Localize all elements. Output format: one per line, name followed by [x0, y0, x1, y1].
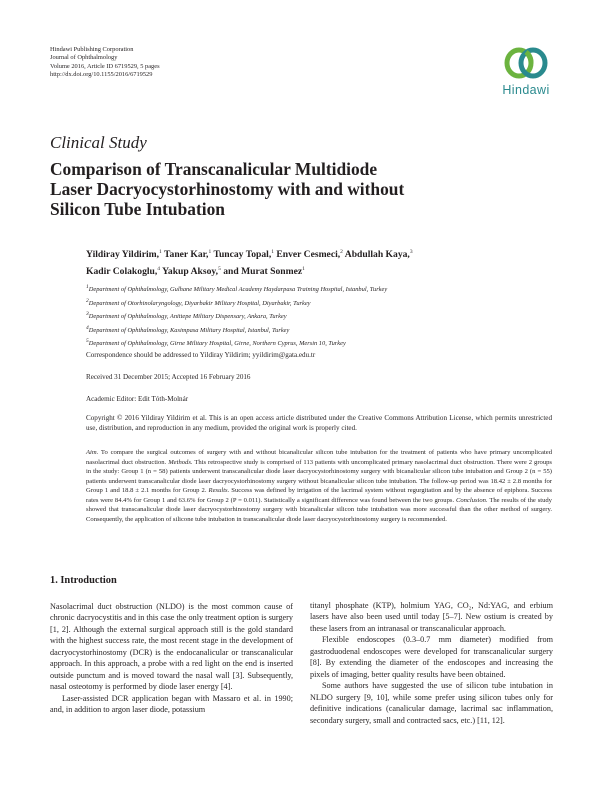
paragraph: Flexible endoscopes (0.3–0.7 mm diameter) modified from gastroduodenal endoscopes were developed for transcanalicular surgery [8]. By extending the diameter of the endoscopes and increasing the pixels of imaging, better quality results have been obtained.	[310, 635, 553, 679]
author: Kadir Colakoglu,$^4$	[86, 266, 161, 278]
abstract-text: This retrospective study is comprised of 113 patients with uncomplicated primary nasolacrimal duct obstruction. There were 2 groups in the study: Group 1 (n = 58) patients underwent transcanalicular diode laser dacryocystorhinostomy surgery with bicanalicular silicon tube intubation and Group 2 (n = 55) patients underwent transcanalicular diode laser dacryocystorhinostomy surgery without bicanalicular silicon tube intubation. The follow-up period was 18.42 ± 2.8 months for Group 1 and 18.8 ± 2.1 months for Group 2.	[86, 458, 552, 494]
article-type: Clinical Study	[50, 133, 147, 152]
paragraph: Nasolacrimal duct obstruction (NLDO) is the most common cause of chronic dacryocystitis and in this case the only treatment option is surgery [1, 2]. Although the external surgical approach still is the gold standard with the highest success rate, the most recent stage in the development of dacryocystorhinostomy (DCR) is the endocanalicular or transcanalicular approach. In this approach, a probe with a red light on the end is inserted outside punctum and is moved toward the nasal wall [3]. Subsequently, nasal osteotomy is performed by diode laser energy [4].	[50, 602, 293, 692]
paragraph: titanyl phosphate (KTP), holmium YAG, CO₂, Nd:YAG, and erbium lasers have also been used until today [5–7]. New ostium is created by these lasers from an intranasal or transcanalicular approach.	[310, 601, 553, 633]
doi-link[interactable]: http://dx.doi.org/10.1155/2016/6719529	[50, 70, 153, 78]
abstract	[86, 448, 552, 524]
received-dates: Received 31 December 2015; Accepted 16 February 2016	[86, 373, 251, 381]
hindawi-logo	[498, 44, 554, 97]
affiliation: $^2$Department of Otorhinolaryngology, Diyarbakir Military Hospital, Diyarbakir, Turkey	[86, 297, 311, 307]
author: Yildiray Yildirim,$^1$	[86, 249, 162, 261]
author: Tuncay Topal,$^1$	[213, 249, 274, 261]
author: and Murat Sonmez$^1$	[223, 266, 305, 278]
title-line: Comparison of Transcanalicular Multidiode	[50, 159, 378, 179]
author: Abdullah Kaya,$^3$	[344, 249, 413, 261]
paragraph: Some authors have suggested the use of silicon tube intubation in NLDO surgery [9, 10], while some prefer using silicon tubes only for definitive indications (canalicular damage, lacrimal sac inflammation, secondary surgery, small and contracted sacs, etc.) [11, 12].	[310, 681, 553, 725]
author-list	[86, 245, 552, 279]
author: Enver Cesmeci,$^2$	[276, 249, 343, 261]
abstract-label: Results.	[208, 487, 230, 494]
paragraph: Laser-assisted DCR application began with Massaro et al. in 1990; and, in addition to argon laser diode, potassium	[50, 693, 293, 715]
logo-wordmark: Hindawi	[502, 83, 550, 97]
right-column	[310, 600, 553, 726]
academic-editor: Academic Editor: Edit Tóth-Molnár	[86, 395, 189, 403]
section-heading: 1. Introduction	[50, 575, 117, 586]
copyright-notice: Copyright © 2016 Yildiray Yildirim et al. This is an open access article distributed under the Creative Commons Attribution License, which permits unrestricted use, distribution, and reproduction in any medium, provided the original work is properly cited.	[86, 414, 552, 433]
abstract-text: To compare the surgical outcomes of surgery with and without bicanalicular silicon tube intubation for the treatment of patients who have primary uncomplicated nasolacrimal duct obstruction.	[86, 449, 552, 466]
volume-line: Volume 2016, Article ID 6719529, 5 pages	[50, 62, 160, 70]
affiliation: $^4$Department of Ophthalmology, Kasimpasa Military Hospital, Istanbul, Turkey	[86, 324, 290, 334]
author: Yakup Aksoy,$^5$	[162, 266, 221, 278]
left-column	[50, 601, 293, 716]
publisher-line: Hindawi Publishing Corporation	[50, 46, 134, 53]
correspondence: Correspondence should be addressed to Yildiray Yildirim; yyildirim@gata.edu.tr	[86, 351, 316, 359]
abstract-label: Aim.	[86, 449, 99, 456]
title-line: Laser Dacryocystorhinostomy with and without	[50, 179, 405, 199]
journal-header	[50, 46, 160, 79]
journal-name: Journal of Ophthalmology	[50, 54, 118, 62]
title-line: Silicon Tube Intubation	[50, 199, 225, 219]
affiliation: $^1$Department of Ophthalmology, Gulhane Military Medical Academy Haydarpasa Training Hospital, Istanbul, Turkey	[86, 284, 388, 294]
affiliation: $^5$Department of Ophthalmology, Girne Military Hospital, Girne, Northern Cyprus, Mersin 10, Turkey	[86, 338, 346, 348]
abstract-label: Methods.	[168, 458, 193, 466]
affiliation: $^3$Department of Ophthalmology, Anittepe Military Dispensary, Ankara, Turkey	[86, 311, 287, 321]
affiliation-list	[86, 282, 552, 350]
abstract-text: Success was defined by irrigation of the lacrimal system without regurgitation and by the absence of epiphora. Success rates were 84.4% for Group 1 and 63.6% for Group 2 (P = 0.011). Statistically a significant difference was found between the two groups.	[86, 487, 552, 504]
author: Taner Kar,$^1$	[164, 249, 212, 261]
paper-title	[50, 159, 470, 219]
hindawi-rings-icon	[504, 44, 548, 82]
abstract-text: The results of the study showed that transcanalicular diode laser dacryocystorhinostomy surgery with bicanalicular silicon tube intubation was more successful than the other method of surgery. Consequently, the application of silicone tube intubation in transcanalicular diode laser dacryocystorhinostomy surgery is recommended.	[86, 496, 552, 523]
abstract-label: Conclusion.	[455, 496, 488, 504]
